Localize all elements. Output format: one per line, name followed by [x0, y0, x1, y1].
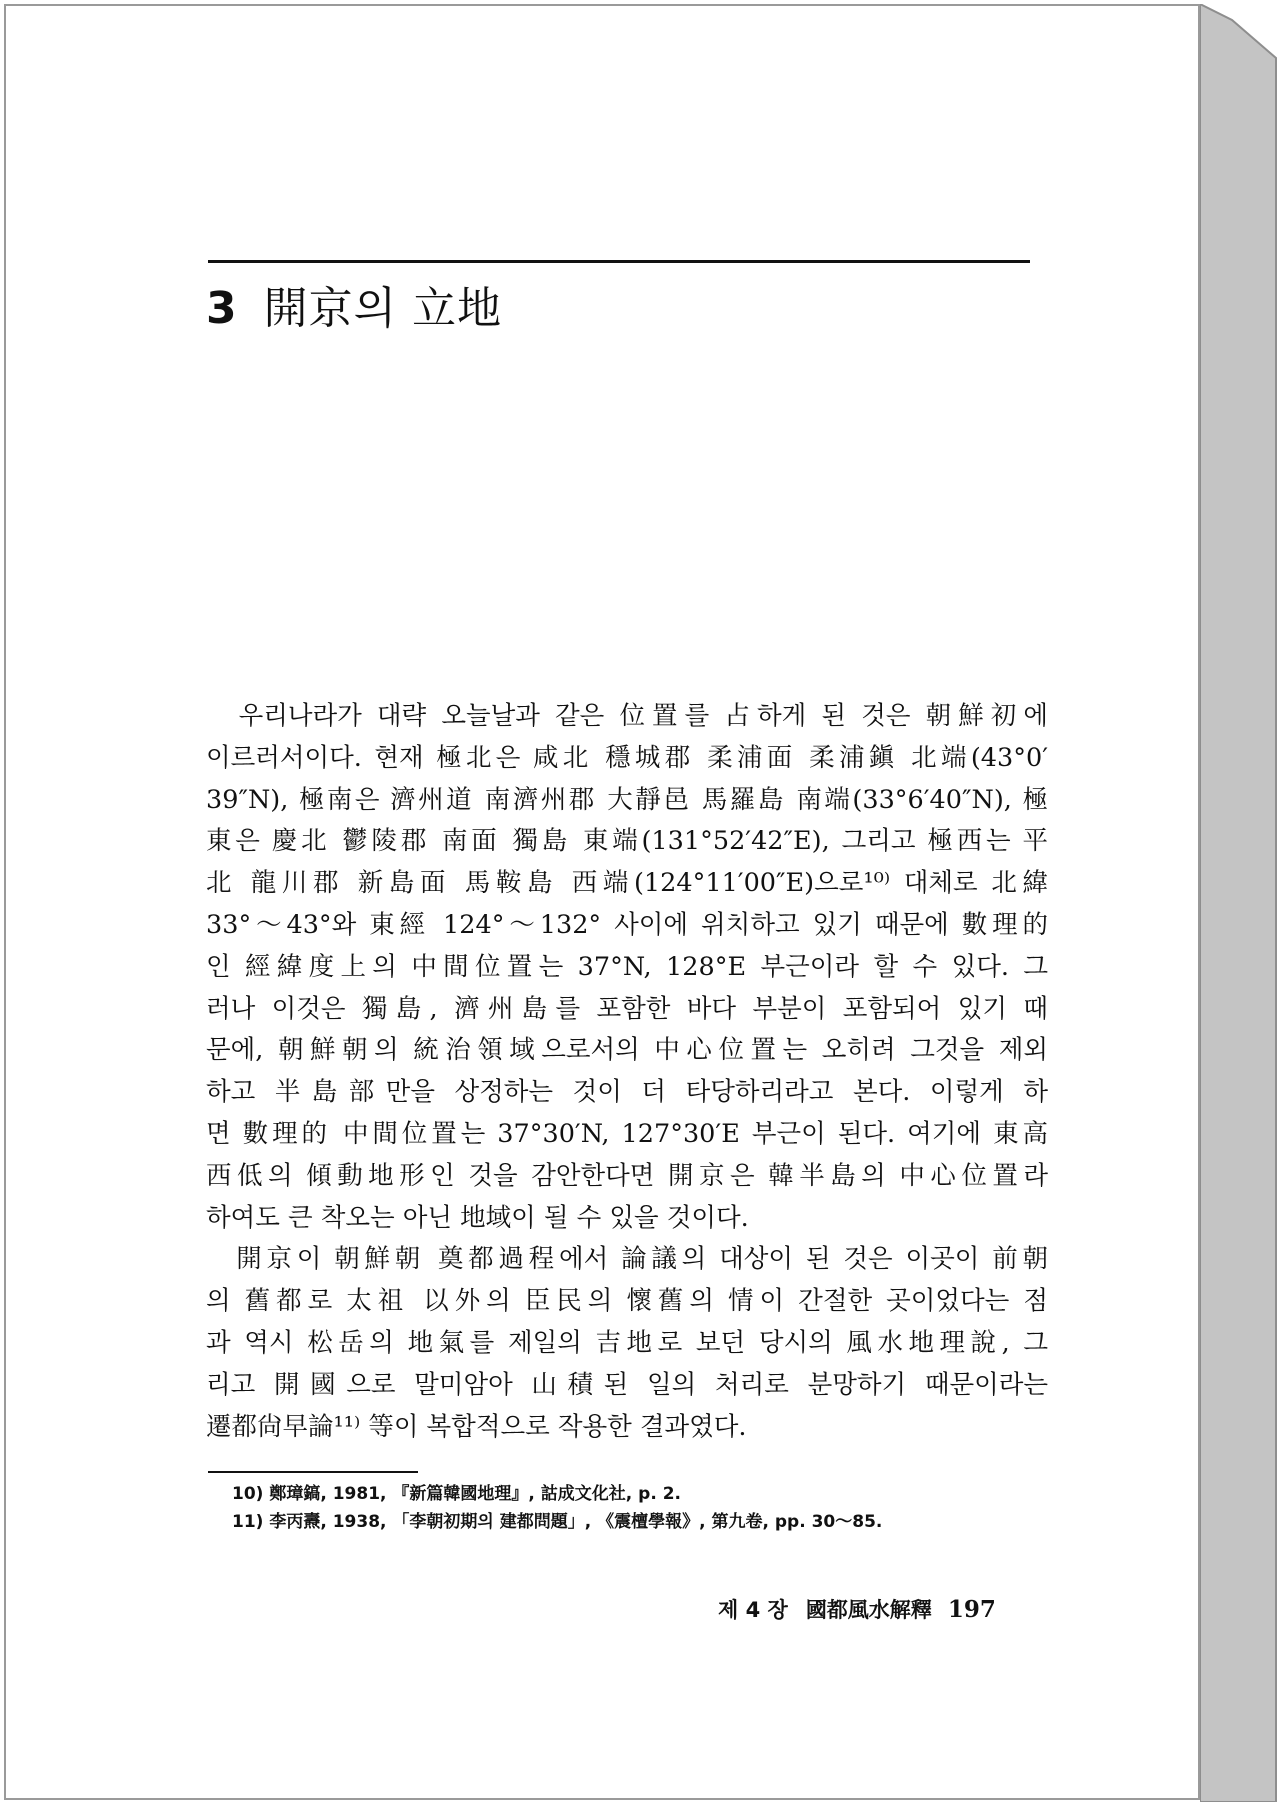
- body-line: 이르러서이다. 현재 極北은 咸北 穩城郡 柔浦面 柔浦鎭 北端(43°0′: [206, 742, 1048, 773]
- chapter-heading: [206, 272, 502, 336]
- body-line: 東은 慶北 鬱陵郡 南面 獨島 東端(131°52′42″E), 그리고 極西는 平: [206, 826, 1048, 857]
- book-page: [4, 4, 1200, 1800]
- page-number: 197: [947, 1596, 996, 1623]
- body-line: 러나 이것은 獨島, 濟州島를 포함한 바다 부분이 포함되어 있기 때: [206, 993, 1048, 1024]
- chapter-number: 3: [206, 283, 238, 334]
- body-line: 하여도 큰 착오는 아닌 地域이 될 수 있을 것이다.: [206, 1202, 749, 1233]
- body-line: 의 舊都로 太祖 以外의 臣民의 懷舊의 情이 간절한 곳이었다는 점: [206, 1286, 1048, 1317]
- body-line: 과 역시 松岳의 地氣를 제일의 吉地로 보던 당시의 風水地理說, 그: [206, 1327, 1048, 1358]
- footnote-10: 10) 鄭璋鎬, 1981, 『新篇韓國地理』, 詁成文化社, p. 2.: [232, 1484, 681, 1504]
- footnote-rule: [208, 1471, 418, 1473]
- body-line: 39″N), 極南은 濟州道 南濟州郡 大靜邑 馬羅島 南端(33°6′40″N), 極: [206, 784, 1048, 815]
- footnote-11: 11) 李丙燾, 1938, 「李朝初期의 建都問題」, 《震檀學報》, 第九卷, pp. 30～85.: [232, 1512, 883, 1532]
- body-text: [206, 696, 1048, 1448]
- running-footer: [718, 1594, 996, 1624]
- body-line: 西低의 傾動地形인 것을 감안한다면 開京은 韓半島의 中心位置라: [206, 1160, 1048, 1191]
- body-line: 인 經緯度上의 中間位置는 37°N, 128°E 부근이라 할 수 있다. 그: [206, 951, 1048, 982]
- body-line: 開京이 朝鮮朝 奠都過程에서 論議의 대상이 된 것은 이곳이 前朝: [206, 1244, 1048, 1275]
- body-line: 우리나라가 대략 오늘날과 같은 位置를 占하게 된 것은 朝鮮初에: [206, 701, 1048, 731]
- body-line: 하고 半島部만을 상정하는 것이 더 타당하리라고 본다. 이렇게 하: [206, 1077, 1048, 1108]
- body-line: 면 數理的 中間位置는 37°30′N, 127°30′E 부근이 된다. 여기에 東高: [206, 1118, 1048, 1149]
- chapter-title: 開京의 立地: [263, 283, 503, 334]
- body-line: 北 龍川郡 新島面 馬鞍島 西端(124°11′00″E)으로¹⁰⁾ 대체로 北緯: [206, 868, 1048, 899]
- body-line: 遷都尙早論¹¹⁾ 等이 복합적으로 작용한 결과였다.: [206, 1411, 747, 1442]
- footer-title: 國都風水解釋: [805, 1598, 932, 1622]
- chapter-rule: [208, 260, 1030, 263]
- page-edge-shape: [1200, 4, 1284, 1802]
- body-line: 리고 開國으로 말미암아 山積된 일의 처리로 분망하기 때문이라는: [206, 1369, 1048, 1400]
- footer-chapter: 제 4 장: [718, 1598, 788, 1622]
- body-line: 33°～43°와 東經 124°～132° 사이에 위치하고 있기 때문에 數理的: [206, 909, 1048, 940]
- body-line: 문에, 朝鮮朝의 統治領域으로서의 中心位置는 오히려 그것을 제외: [206, 1035, 1048, 1066]
- footnotes: [232, 1480, 882, 1536]
